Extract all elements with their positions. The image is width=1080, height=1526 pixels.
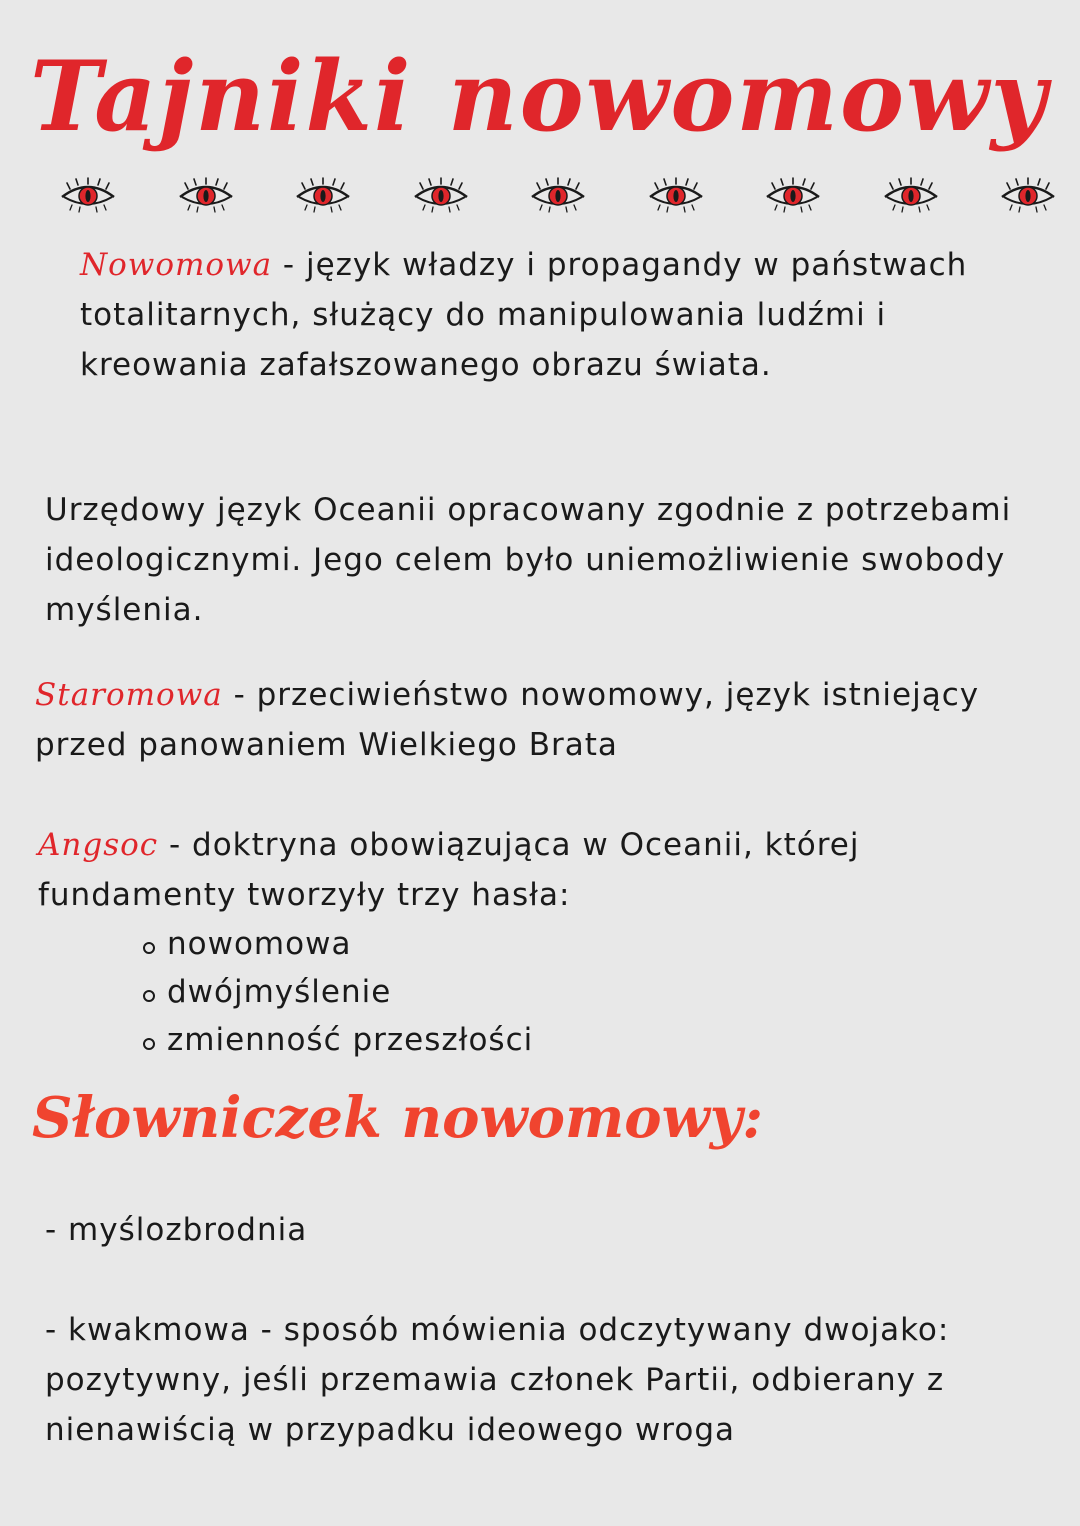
eye-icon: [528, 175, 588, 215]
page-title: Tajniki nowomowy: [30, 40, 1049, 153]
dictionary-entry: - myślozbrodnia: [45, 1212, 308, 1248]
eye-icon: [881, 175, 941, 215]
text-angsoc: - doktryna obowiązująca w Oceanii, której fundamenty tworzyły trzy hasła:: [38, 827, 860, 913]
text-nowomowa: - język władzy i propagandy w państwach totalitarnych, służący do manipulowania ludźmi i kreowania zafałszowanego obrazu świata.: [80, 247, 968, 383]
eye-icon: [763, 175, 823, 215]
dictionary-heading: Słowniczek nowomowy:: [32, 1085, 764, 1151]
text-staromowa: - przeciwieństwo nowomowy, język istniejący przed panowaniem Wielkiego Brata: [35, 677, 980, 763]
angsoc-list: [143, 920, 1018, 1064]
term-angsoc: Angsoc: [38, 827, 159, 863]
term-staromowa: Staromowa: [35, 677, 223, 713]
definition-angsoc: [38, 820, 1018, 1064]
eye-icon: [176, 175, 236, 215]
eye-icon: [998, 175, 1058, 215]
eye-icon: [293, 175, 353, 215]
term-nowomowa: Nowomowa: [80, 247, 273, 283]
paragraph-oceania: Urzędowy język Oceanii opracowany zgodnie z potrzebami ideologicznymi. Jego celem było uniemożliwienie swobody myślenia.: [45, 492, 1012, 628]
dictionary-entry: - kwakmowa - sposób mówienia odczytywany dwojako: pozytywny, jeśli przemawia członek Partii, odbierany z nienawiścią w przypadku ideowego wroga: [45, 1312, 950, 1448]
definition-staromowa: [35, 670, 995, 770]
list-item: nowomowa: [143, 920, 1018, 968]
list-item: dwójmyślenie: [143, 968, 1018, 1016]
eye-icon: [646, 175, 706, 215]
list-item: zmienność przeszłości: [143, 1016, 1018, 1064]
eye-icon: [58, 175, 118, 215]
definition-nowomowa: [80, 240, 1010, 390]
eyes-row: [58, 170, 1058, 220]
eye-icon: [411, 175, 471, 215]
